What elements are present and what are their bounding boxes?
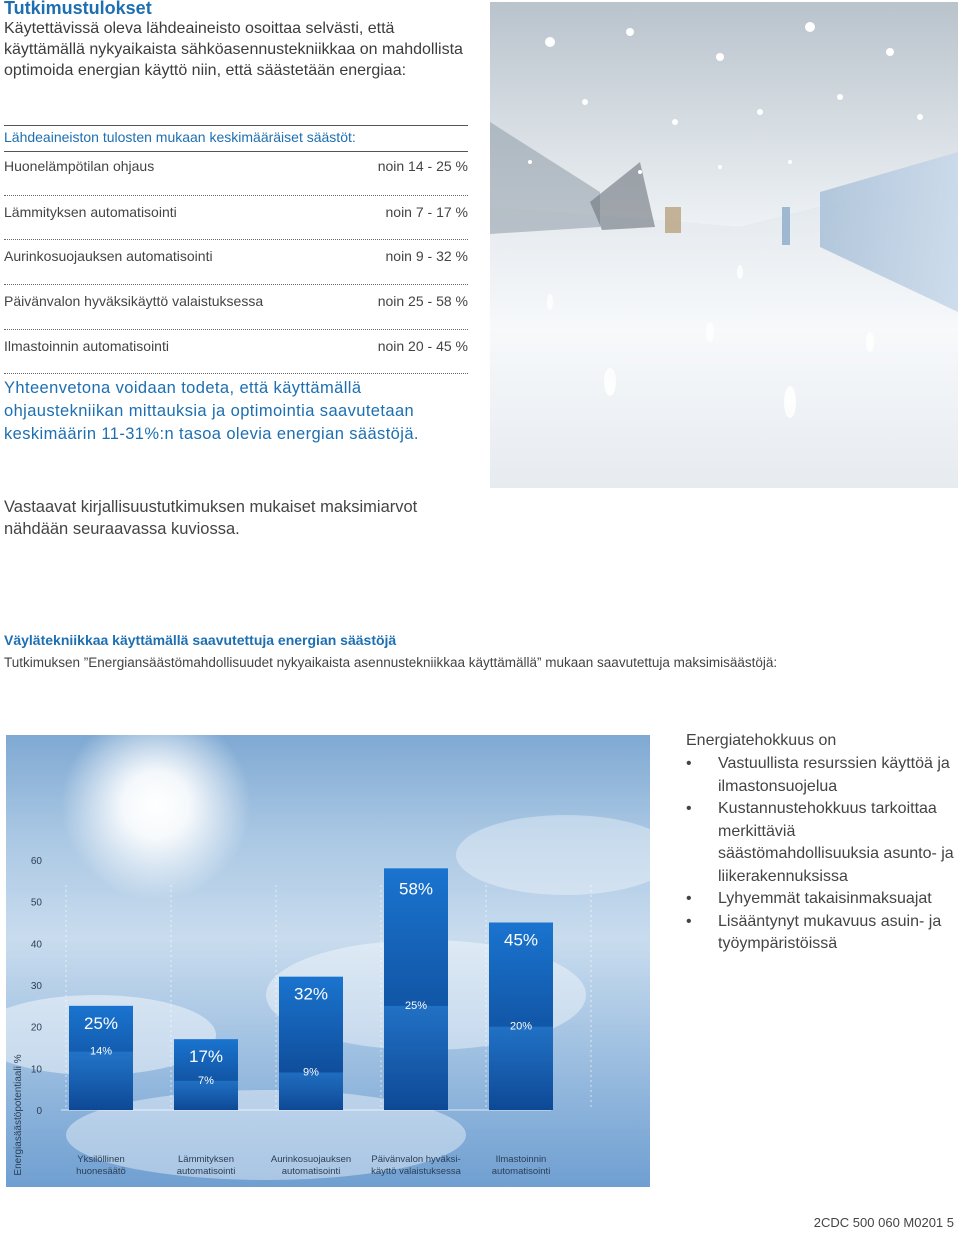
bar-min-label: 7%	[198, 1074, 214, 1087]
efficiency-item: • Lyhyemmät takaisinmaksuajat	[686, 888, 956, 911]
bar-min	[384, 1006, 448, 1110]
section-title: Tutkimustulokset	[4, 0, 152, 18]
row-divider	[4, 239, 468, 240]
chart-section-title: Väylätekniikkaa käyttämällä saavutettuja energian säästöjä	[4, 632, 397, 648]
summary-paragraph: Yhteenvetona voidaan todeta, että käyttämällä ohjaustekniikan mittauksia ja optimointia saavutetaan keskimäärin 11-31%:n tasoa olevia energian säästöjä.	[4, 379, 419, 443]
xtick-label: automatisointi	[281, 1166, 341, 1177]
bar-max-label: 32%	[293, 984, 329, 1004]
bar-min-label: 25%	[404, 999, 428, 1012]
savings-chart	[6, 735, 650, 1187]
document-code: 2CDC 500 060 M0201 5	[813, 1215, 954, 1230]
table-header-rule	[4, 151, 468, 152]
bar-max-label: 17%	[188, 1047, 224, 1067]
savings-row-value: noin 7 - 17 %	[385, 204, 468, 220]
savings-row	[4, 158, 468, 174]
savings-row-label: Aurinkosuojauksen automatisointi	[4, 248, 213, 264]
ytick-label: 40	[30, 939, 42, 951]
ytick-label: 20	[30, 1022, 42, 1034]
xtick-label: Lämmityksen	[178, 1154, 234, 1165]
row-divider	[4, 195, 468, 196]
xtick-label: automatisointi	[491, 1166, 551, 1177]
ytick-label: 10	[30, 1064, 42, 1076]
bar-max-label: 58%	[398, 879, 434, 899]
efficiency-list	[686, 753, 956, 956]
hall-photo	[490, 2, 958, 488]
savings-row	[4, 248, 468, 264]
savings-table-title: Lähdeaineiston tulosten mukaan keskimääräiset säästöt:	[4, 129, 356, 145]
chart-ylabel: Energiasäästöpotentiaali %	[13, 1054, 24, 1176]
xtick-label: Ilmastoinnin	[495, 1154, 547, 1165]
ytick-label: 60	[30, 856, 42, 867]
xtick-label: Päivänvalon hyväksi-	[371, 1154, 461, 1165]
efficiency-title: Energiatehokkuus on	[686, 732, 837, 749]
ytick-label: 50	[30, 897, 42, 909]
savings-row-label: Ilmastoinnin automatisointi	[4, 338, 169, 354]
bar-min-label: 14%	[89, 1045, 113, 1058]
savings-row-label: Päivänvalon hyväksikäyttö valaistuksessa	[4, 293, 264, 309]
savings-row-label: Lämmityksen automatisointi	[4, 204, 177, 220]
table-top-rule	[4, 125, 468, 126]
note-paragraph: Vastaavat kirjallisuustutkimuksen mukaiset maksimiarvot nähdään seuraavassa kuviossa.	[4, 498, 418, 538]
ytick-label: 30	[30, 981, 42, 992]
savings-row	[4, 338, 468, 354]
savings-row	[4, 293, 468, 309]
xtick-label: automatisointi	[176, 1166, 236, 1177]
bar-max-label: 25%	[83, 1013, 119, 1033]
row-divider	[4, 373, 468, 374]
bar-min	[489, 1027, 553, 1110]
xtick-label: huonesäätö	[76, 1166, 126, 1177]
xtick-label: käyttö valaistuksessa	[371, 1166, 461, 1177]
savings-row-value: noin 20 - 45 %	[377, 338, 468, 354]
bar-max-label: 45%	[503, 930, 539, 950]
hall-photo-drawing	[490, 2, 958, 488]
savings-row-value: noin 14 - 25 %	[377, 158, 468, 174]
chart-svg	[6, 735, 650, 1187]
ytick-label: 0	[36, 1106, 42, 1117]
bar-min-label: 9%	[303, 1066, 319, 1079]
efficiency-item: • Kustannustehokkuus tarkoittaa merkittäviä säästömahdollisuuksia asunto- ja liikerakennuksissa	[686, 798, 956, 888]
xtick-label: Aurinkosuojauksen	[270, 1154, 352, 1165]
bar-min-label: 20%	[509, 1020, 533, 1033]
row-divider	[4, 284, 468, 285]
savings-row-label: Huonelämpötilan ohjaus	[4, 158, 155, 174]
efficiency-item: • Vastuullista resurssien käyttöä ja ilmastonsuojelua	[686, 753, 956, 798]
chart-yticks	[31, 856, 43, 1117]
savings-row-value: noin 25 - 58 %	[377, 293, 468, 309]
bar-min	[69, 1052, 133, 1110]
row-divider	[4, 329, 468, 330]
savings-row	[4, 204, 468, 220]
xtick-label: Yksilöllinen	[77, 1154, 125, 1165]
savings-row-value: noin 9 - 32 %	[385, 248, 468, 264]
intro-paragraph: Käytettävissä oleva lähdeaineisto osoittaa selvästi, että käyttämällä nykyaikaista sähköasennustekniikkaa on mahdollista optimoida energian käyttö niin, että säästetään energiaa:	[4, 20, 463, 79]
chart-section-description: Tutkimuksen ”Energiansäästömahdollisuudet nykyaikaista asennustekniikkaa käyttämällä” mukaan saavutettuja maksimisäästöjä:	[4, 655, 778, 670]
sky-decoration	[6, 735, 650, 1180]
efficiency-item: • Lisääntynyt mukavuus asuin- ja työympäristöissä	[686, 911, 956, 956]
